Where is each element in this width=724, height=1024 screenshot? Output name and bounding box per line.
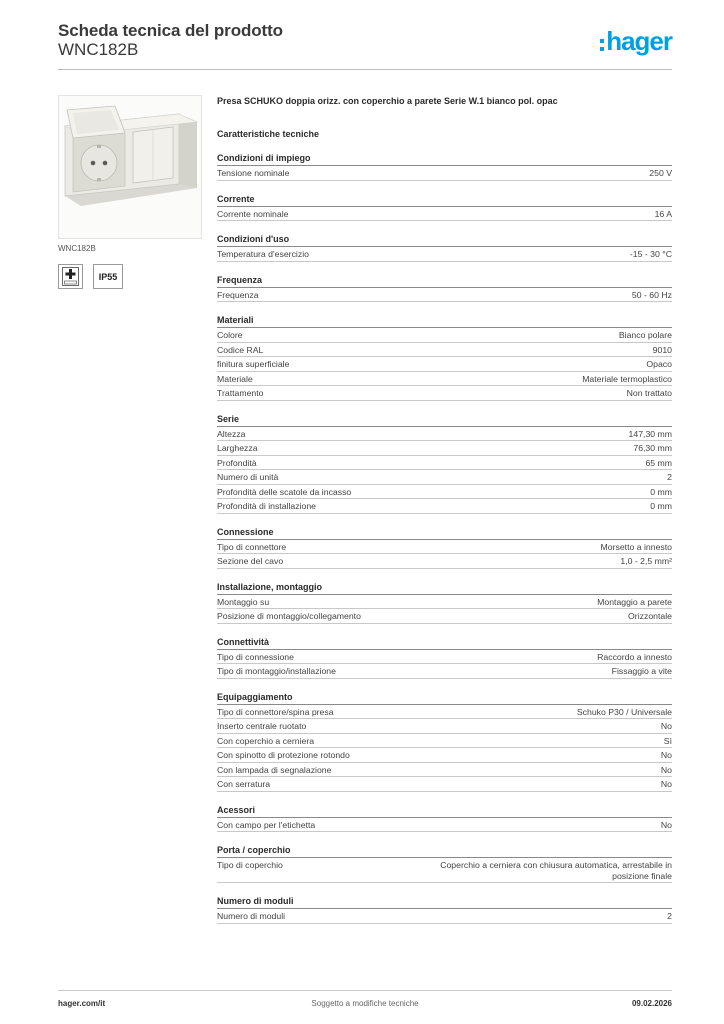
spec-row: [217, 664, 672, 679]
spec-value: Montaggio a parete: [597, 596, 672, 607]
spec-value: Non trattato: [626, 388, 672, 398]
spec-row: [217, 777, 672, 792]
spec-label: Con campo per l'etichetta: [217, 819, 316, 830]
spec-row: [217, 719, 672, 734]
spec-label: Tipo di connettore/spina presa: [217, 706, 334, 717]
page-footer: [58, 990, 672, 1010]
spec-row: [217, 372, 672, 387]
spec-label: Montaggio su: [217, 596, 270, 607]
spec-section: [217, 636, 672, 679]
section-title: Frequenza: [217, 274, 672, 288]
page-header: [58, 20, 672, 70]
spec-value: Materiale termoplastico: [582, 373, 672, 384]
spec-row: [217, 540, 672, 555]
spec-section: [217, 314, 672, 401]
spec-label: Inserto centrale ruotato: [217, 721, 307, 731]
spec-row: [217, 247, 672, 262]
spec-row: [217, 763, 672, 778]
spec-label: Con lampada di segnalazione: [217, 764, 332, 775]
spec-label: Con spinotto di protezione rotondo: [217, 750, 350, 760]
spec-value: 0 mm: [650, 501, 672, 511]
spec-value: No: [660, 750, 672, 760]
section-title: Connessione: [217, 526, 672, 540]
spec-label: Tensione nominale: [217, 168, 290, 178]
spec-label: Trattamento: [217, 388, 264, 398]
tech-specs-heading: Caratteristiche tecniche: [217, 129, 320, 139]
section-title: Condizioni d'uso: [217, 233, 672, 247]
spec-label: Larghezza: [217, 443, 258, 453]
spec-value: 1,0 - 2,5 mm²: [620, 556, 672, 566]
spec-value: 76,30 mm: [633, 443, 672, 453]
spec-label: finitura superficiale: [217, 359, 290, 369]
document-title: Scheda tecnica del prodotto: [58, 21, 283, 40]
logo-text: hager: [606, 26, 672, 56]
spec-row: [217, 207, 672, 222]
section-title: Numero di moduli: [217, 895, 672, 909]
spec-row: [217, 288, 672, 303]
spec-section: [217, 413, 672, 514]
spec-row: [217, 166, 672, 181]
spec-row: [217, 734, 672, 749]
spec-value: No: [660, 779, 672, 789]
spec-sections: [217, 152, 672, 924]
spec-section: [217, 581, 672, 624]
spec-label: Tipo di connessione: [217, 651, 294, 662]
spec-row: [217, 441, 672, 456]
spec-section: [217, 895, 672, 924]
spec-label: Codice RAL: [217, 344, 264, 355]
spec-row: [217, 595, 672, 610]
section-title: Condizioni di impiego: [217, 152, 672, 166]
spec-row: [217, 386, 672, 401]
spec-label: Tipo di connettore: [217, 541, 287, 552]
spec-label: Sezione del cavo: [217, 556, 284, 566]
spec-label: Materiale: [217, 373, 253, 384]
spec-value: Orizzontale: [628, 611, 672, 621]
footer-notice: Soggetto a modifiche tecniche: [311, 999, 419, 1008]
spec-value: Fissaggio a vite: [611, 666, 672, 676]
spec-label: Con serratura: [217, 779, 271, 789]
spec-value: Bianco polare: [618, 330, 672, 340]
spec-row: [217, 357, 672, 372]
spec-value: 50 - 60 Hz: [631, 289, 672, 300]
spec-row: [217, 485, 672, 500]
spec-row: [217, 748, 672, 763]
spec-row: [217, 343, 672, 358]
spec-label: Temperatura d'esercizio: [217, 249, 309, 259]
spec-label: Colore: [217, 330, 243, 340]
spec-value: No: [660, 721, 672, 731]
spec-row: [217, 456, 672, 471]
image-caption: WNC182B: [58, 244, 96, 253]
spec-row: [217, 650, 672, 665]
spec-section: [217, 526, 672, 569]
product-description: Presa SCHUKO doppia orizz. con coperchio a parete Serie W.1 bianco pol. opac: [217, 96, 558, 106]
spec-value: 2: [667, 472, 672, 482]
spec-value: Sì: [663, 735, 672, 746]
spec-label: Profondità delle scatole da incasso: [217, 486, 352, 497]
spec-value: No: [660, 819, 672, 830]
section-title: Acessori: [217, 804, 672, 818]
section-title: Serie: [217, 413, 672, 427]
spec-row: [217, 427, 672, 442]
spec-row: [217, 499, 672, 514]
section-title: Porta / coperchio: [217, 844, 672, 858]
spec-value: 65 mm: [645, 457, 672, 468]
spec-section: [217, 193, 672, 222]
spec-row: [217, 470, 672, 485]
spec-label: Posizione di montaggio/collegamento: [217, 611, 361, 621]
section-title: Equipaggiamento: [217, 691, 672, 705]
section-title: Installazione, montaggio: [217, 581, 672, 595]
cert-mark-icon: [58, 264, 83, 289]
spec-value: Raccordo a innesto: [597, 651, 672, 662]
spec-value: -15 - 30 °C: [629, 249, 672, 259]
spec-row: [217, 909, 672, 924]
spec-section: [217, 691, 672, 792]
product-details: [217, 95, 672, 924]
spec-label: Frequenza: [217, 289, 259, 300]
spec-label: Con coperchio a cerniera: [217, 735, 315, 746]
spec-label: Corrente nominale: [217, 208, 289, 219]
badge-row: [58, 264, 123, 289]
spec-section: [217, 152, 672, 181]
spec-section: [217, 804, 672, 833]
spec-section: [217, 274, 672, 303]
spec-value: Coperchio a cerniera con chiusura automatica, arrestabile in posizione finale: [440, 860, 672, 881]
spec-row: [217, 705, 672, 720]
spec-value: No: [660, 764, 672, 775]
spec-value: 0 mm: [650, 486, 672, 497]
spec-value: 16 A: [654, 208, 672, 219]
section-title: Materiali: [217, 314, 672, 328]
spec-value: Opaco: [646, 359, 672, 369]
spec-row: [217, 609, 672, 624]
spec-section: [217, 844, 672, 883]
spec-label: Altezza: [217, 428, 246, 439]
hager-logo: [600, 26, 672, 57]
spec-section: [217, 233, 672, 262]
spec-label: Profondità: [217, 457, 257, 468]
spec-value: 9010: [652, 344, 672, 355]
spec-row: [217, 858, 672, 883]
spec-value: Morsetto a innesto: [600, 541, 672, 552]
logo-dots-icon: [600, 39, 604, 51]
spec-row: [217, 554, 672, 569]
footer-website[interactable]: hager.com/it: [58, 999, 106, 1008]
double-socket-with-lids-image: [58, 95, 202, 239]
spec-label: Tipo di coperchio: [217, 860, 283, 870]
section-title: Connettività: [217, 636, 672, 650]
spec-value: 250 V: [649, 168, 672, 178]
spec-label: Tipo di montaggio/installazione: [217, 666, 336, 676]
spec-label: Numero di unità: [217, 472, 279, 482]
ip-rating-badge: IP55: [93, 264, 123, 289]
spec-value: Schuko P30 / Universale: [576, 706, 672, 717]
section-title: Corrente: [217, 193, 672, 207]
spec-label: Profondità di installazione: [217, 501, 317, 511]
spec-row: [217, 818, 672, 833]
spec-label: Numero di moduli: [217, 911, 286, 921]
product-code: WNC182B: [58, 40, 139, 59]
spec-value: 147,30 mm: [628, 428, 672, 439]
spec-row: [217, 328, 672, 343]
footer-date: 09.02.2026: [631, 999, 672, 1008]
spec-value: 2: [667, 911, 672, 921]
